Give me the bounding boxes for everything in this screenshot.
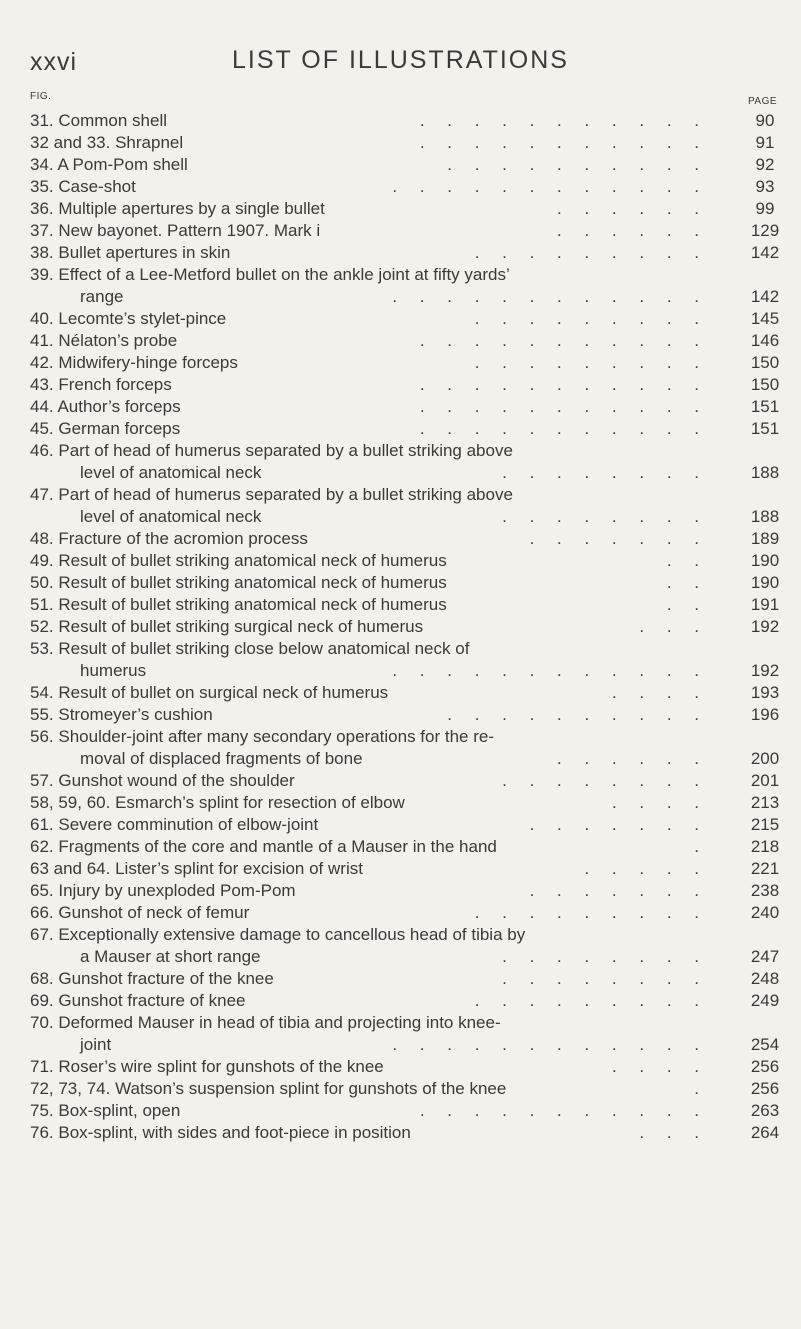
figure-number: 40.: [30, 309, 54, 328]
dot-leader: . . . . . . . . . .: [447, 155, 708, 174]
page-reference: 129: [750, 221, 780, 240]
page-reference: 151: [750, 397, 780, 416]
entry-line: [30, 440, 770, 462]
page-reference: 196: [750, 705, 780, 724]
entry-title: Shoulder-joint after many secondary operations for the re-: [58, 727, 494, 746]
list-item: [30, 814, 780, 836]
dot-leader: . . . .: [611, 683, 708, 702]
list-item: [30, 132, 775, 154]
entry-line: [30, 198, 775, 220]
figure-number: 72, 73, 74.: [30, 1079, 111, 1098]
entry-line: [30, 594, 780, 616]
dot-leader: . . . . . . . . .: [474, 353, 708, 372]
list-item: [30, 308, 780, 330]
page-reference: 91: [755, 133, 775, 152]
entry-title: Gunshot wound of the shoulder: [58, 771, 295, 790]
figure-number: 76.: [30, 1123, 54, 1142]
dot-leader: . . . . . . . . . . .: [419, 375, 708, 394]
figure-number: 54.: [30, 683, 54, 702]
figure-number: 67.: [30, 925, 54, 944]
entry-line: [30, 858, 780, 880]
page-reference: 213: [750, 793, 780, 812]
figure-number: 49.: [30, 551, 54, 570]
page-reference: 200: [750, 749, 780, 768]
dot-leader: . . . . . . . . . . . .: [392, 287, 708, 306]
entry-title: Effect of a Lee-Metford bullet on the ankle joint at fifty yards’: [58, 265, 510, 284]
dot-leader: . . . . . . . .: [502, 947, 708, 966]
figure-number: 69.: [30, 991, 54, 1010]
dot-leader: . . . . . . . .: [502, 969, 708, 988]
entry-title: French forceps: [58, 375, 172, 394]
figure-number: 61.: [30, 815, 54, 834]
list-item: [30, 352, 780, 374]
dot-leader: . . . . . . .: [529, 529, 708, 548]
page-reference: 256: [750, 1079, 780, 1098]
entry-line: [30, 154, 775, 176]
dot-leader: . . . . . . .: [529, 881, 708, 900]
dot-leader: . . . .: [611, 793, 708, 812]
figure-number: 31.: [30, 111, 54, 130]
figure-number: 39.: [30, 265, 54, 284]
entry-title: level of anatomical neck: [80, 507, 262, 526]
list-item: [30, 682, 780, 704]
entry-title: humerus: [80, 661, 147, 680]
figure-number: 44.: [30, 397, 54, 416]
page-reference: 142: [750, 287, 780, 306]
list-item: [30, 1122, 780, 1144]
entry-line: [30, 792, 780, 814]
entry-line: [30, 704, 780, 726]
list-item: [30, 792, 780, 814]
figure-number: 62.: [30, 837, 54, 856]
list-item: [30, 242, 780, 264]
list-item: [30, 924, 780, 968]
entry-line: [30, 132, 775, 154]
page-reference: 188: [750, 463, 780, 482]
entry-line: [30, 506, 780, 528]
entry-line: [30, 396, 780, 418]
entry-line: [30, 726, 770, 748]
entry-line: [30, 968, 780, 990]
figure-number: 37.: [30, 221, 54, 240]
entry-line: [30, 770, 780, 792]
page-reference: 142: [750, 243, 780, 262]
entry-title: Result of bullet striking anatomical neck of humerus: [58, 595, 447, 614]
entry-line: [30, 924, 770, 946]
list-item: [30, 836, 780, 858]
entry-line: [30, 616, 780, 638]
entry-line: [30, 638, 770, 660]
list-item: [30, 1056, 780, 1078]
figure-number: 57.: [30, 771, 54, 790]
page-reference: 99: [755, 199, 775, 218]
page-reference: 264: [750, 1123, 780, 1142]
dot-leader: . . . . . .: [557, 199, 708, 218]
list-item: [30, 1012, 780, 1056]
list-item: [30, 440, 780, 484]
entry-line: [30, 682, 780, 704]
entry-line: [30, 286, 780, 308]
figure-number: 36.: [30, 199, 54, 218]
dot-leader: . . . . . . . . . . . .: [392, 177, 708, 196]
dot-leader: . .: [666, 551, 708, 570]
dot-leader: . . . . . . . . . . .: [419, 419, 708, 438]
page-reference: 238: [750, 881, 780, 900]
dot-leader: . . . . . . .: [529, 815, 708, 834]
entry-line: [30, 330, 780, 352]
entry-title: New bayonet. Pattern 1907. Mark i: [58, 221, 321, 240]
page-reference: 248: [750, 969, 780, 988]
page-number: xxvi: [30, 48, 78, 76]
figure-number: 56.: [30, 727, 54, 746]
list-item: [30, 594, 780, 616]
entry-line: [30, 1034, 780, 1056]
dot-leader: . . . . .: [584, 859, 708, 878]
figure-number: 68.: [30, 969, 54, 988]
figure-number: 50.: [30, 573, 54, 592]
list-item: [30, 968, 780, 990]
list-item: [30, 1100, 780, 1122]
entry-line: [30, 1056, 780, 1078]
list-item: [30, 726, 780, 770]
list-item: [30, 572, 780, 594]
figure-number: 63 and 64.: [30, 859, 111, 878]
entry-title: Result of bullet striking surgical neck of humerus: [58, 617, 424, 636]
page-header: [30, 48, 771, 82]
dot-leader: . . . . . .: [557, 221, 708, 240]
entry-title: Roser’s wire splint for gunshots of the knee: [58, 1057, 384, 1076]
page-reference: 193: [750, 683, 780, 702]
figure-number: 42.: [30, 353, 54, 372]
entry-line: [30, 220, 780, 242]
figure-number: 71.: [30, 1057, 54, 1076]
list-item: [30, 528, 780, 550]
list-item: [30, 550, 780, 572]
entry-line: [30, 748, 780, 770]
page-reference: 146: [750, 331, 780, 350]
list-item: [30, 396, 780, 418]
entry-title: Midwifery-hinge forceps: [58, 353, 238, 372]
entry-title: Author’s forceps: [57, 397, 181, 416]
entry-title: Box-splint, open: [58, 1101, 181, 1120]
page-reference: 189: [750, 529, 780, 548]
figure-number: 53.: [30, 639, 54, 658]
dot-leader: . . . . . . . .: [502, 463, 708, 482]
dot-leader: . .: [666, 595, 708, 614]
entry-title: joint: [80, 1035, 112, 1054]
figure-number: 46.: [30, 441, 54, 460]
entry-title: Deformed Mauser in head of tibia and projecting into knee-: [58, 1013, 501, 1032]
entry-title: Lecomte’s stylet-pince: [58, 309, 227, 328]
page-reference: 240: [750, 903, 780, 922]
entry-line: [30, 1100, 780, 1122]
entry-line: [30, 1078, 780, 1100]
list-item: [30, 374, 780, 396]
entry-title: Severe comminution of elbow-joint: [58, 815, 319, 834]
entry-title: Gunshot of neck of femur: [58, 903, 250, 922]
entry-title: Exceptionally extensive damage to cancellous head of tibia by: [58, 925, 526, 944]
entry-title: Fragments of the core and mantle of a Mauser in the hand: [58, 837, 497, 856]
dot-leader: . . . .: [611, 1057, 708, 1076]
list-item: [30, 176, 775, 198]
page-reference: 218: [750, 837, 780, 856]
list-item: [30, 220, 780, 242]
dot-leader: . . . . . . . . . . .: [419, 111, 708, 130]
dot-leader: . . . . . .: [557, 749, 708, 768]
entry-title: Result of bullet on surgical neck of humerus: [58, 683, 389, 702]
figure-number: 32 and 33.: [30, 133, 111, 152]
dot-leader: . . .: [639, 1123, 708, 1142]
dot-leader: . . . . . . . . . . . .: [392, 661, 708, 680]
list-item: [30, 418, 780, 440]
entry-title: range: [80, 287, 124, 306]
entry-line: [30, 352, 780, 374]
dot-leader: . . . . . . . . . . .: [419, 133, 708, 152]
page-reference: 263: [750, 1101, 780, 1120]
page-column-heading: PAGE: [748, 96, 778, 107]
dot-leader: . .: [666, 573, 708, 592]
entry-line: [30, 572, 780, 594]
list-item: [30, 704, 780, 726]
figure-number: 70.: [30, 1013, 54, 1032]
page-reference: 145: [750, 309, 780, 328]
entry-title: Gunshot fracture of the knee: [58, 969, 274, 988]
entry-line: [30, 902, 780, 924]
entry-title: Stromeyer’s cushion: [58, 705, 213, 724]
entry-line: [30, 1012, 770, 1034]
dot-leader: . . . . . . . . . . .: [419, 1101, 708, 1120]
page-reference: 192: [750, 617, 780, 636]
page-reference: 192: [750, 661, 780, 680]
page-reference: 92: [755, 155, 775, 174]
page-reference: 256: [750, 1057, 780, 1076]
figure-number: 51.: [30, 595, 54, 614]
entry-title: Part of head of humerus separated by a bullet striking above: [58, 485, 513, 504]
dot-leader: . . . . . . . .: [502, 771, 708, 790]
page-reference: 93: [755, 177, 775, 196]
entry-title: Lister’s splint for excision of wrist: [115, 859, 363, 878]
page-reference: 247: [750, 947, 780, 966]
figure-number: 43.: [30, 375, 54, 394]
figure-number: 48.: [30, 529, 54, 548]
entry-title: Result of bullet striking anatomical neck of humerus: [58, 551, 447, 570]
page-reference: 201: [750, 771, 780, 790]
page-reference: 150: [750, 353, 780, 372]
list-item: [30, 858, 780, 880]
entry-line: [30, 814, 780, 836]
dot-leader: . . . . . . . . . .: [447, 705, 708, 724]
figure-number: 47.: [30, 485, 54, 504]
entry-title: Nélaton’s probe: [58, 331, 178, 350]
entry-title: Shrapnel: [115, 133, 184, 152]
entry-title: A Pom-Pom shell: [57, 155, 188, 174]
entry-title: German forceps: [58, 419, 181, 438]
entry-line: [30, 990, 780, 1012]
page-reference: 215: [750, 815, 780, 834]
list-item: [30, 330, 780, 352]
entry-title: Injury by unexploded Pom-Pom: [58, 881, 296, 900]
figure-number: 35.: [30, 177, 54, 196]
page-reference: 254: [750, 1035, 780, 1054]
list-item: [30, 110, 775, 132]
dot-leader: .: [694, 1079, 708, 1098]
page-title: LIST OF ILLUSTRATIONS: [232, 46, 569, 74]
entry-line: [30, 110, 775, 132]
list-item: [30, 990, 780, 1012]
dot-leader: . . . . . . . . .: [474, 903, 708, 922]
figure-number: 34.: [30, 155, 54, 174]
entry-title: Common shell: [58, 111, 168, 130]
entry-line: [30, 374, 780, 396]
entry-line: [30, 880, 780, 902]
page-reference: 221: [750, 859, 780, 878]
entry-title: Result of bullet striking close below anatomical neck of: [58, 639, 470, 658]
page-reference: 249: [750, 991, 780, 1010]
figure-number: 41.: [30, 331, 54, 350]
entry-line: [30, 1122, 780, 1144]
entry-line: [30, 242, 780, 264]
entry-title: Result of bullet striking anatomical neck of humerus: [58, 573, 447, 592]
entry-title: Bullet apertures in skin: [58, 243, 231, 262]
entry-title: Fracture of the acromion process: [58, 529, 308, 548]
dot-leader: . . .: [639, 617, 708, 636]
figure-number: 52.: [30, 617, 54, 636]
dot-leader: . . . . . . . . . . .: [419, 397, 708, 416]
entry-line: [30, 528, 780, 550]
dot-leader: . . . . . . . .: [502, 507, 708, 526]
illustrations-list: [30, 110, 780, 1144]
page-reference: 150: [750, 375, 780, 394]
page-reference: 190: [750, 573, 780, 592]
list-item: [30, 638, 780, 682]
entry-line: [30, 946, 780, 968]
list-item: [30, 264, 780, 308]
dot-leader: . . . . . . . . . . .: [419, 331, 708, 350]
entry-title: Multiple apertures by a single bullet: [58, 199, 325, 218]
figure-number: 55.: [30, 705, 54, 724]
entry-title: moval of displaced fragments of bone: [80, 749, 363, 768]
entry-title: Case-shot: [58, 177, 136, 196]
dot-leader: . . . . . . . . .: [474, 991, 708, 1010]
entry-line: [30, 418, 780, 440]
entry-line: [30, 550, 780, 572]
figure-number: 66.: [30, 903, 54, 922]
entry-line: [30, 462, 780, 484]
entry-title: Esmarch’s splint for resection of elbow: [115, 793, 405, 812]
figure-number: 75.: [30, 1101, 54, 1120]
dot-leader: . . . . . . . . . . . .: [392, 1035, 708, 1054]
entry-title: a Mauser at short range: [80, 947, 261, 966]
figure-number: 38.: [30, 243, 54, 262]
page-reference: 90: [755, 111, 775, 130]
figure-number: 58, 59, 60.: [30, 793, 111, 812]
list-item: [30, 154, 775, 176]
list-item: [30, 770, 780, 792]
figure-number: 45.: [30, 419, 54, 438]
list-item: [30, 484, 780, 528]
entry-line: [30, 660, 780, 682]
entry-line: [30, 836, 780, 858]
list-item: [30, 616, 780, 638]
entry-title: Part of head of humerus separated by a bullet striking above: [58, 441, 513, 460]
entry-line: [30, 176, 775, 198]
page-reference: 151: [750, 419, 780, 438]
list-item: [30, 880, 780, 902]
entry-title: Box-splint, with sides and foot-piece in position: [58, 1123, 411, 1142]
entry-title: level of anatomical neck: [80, 463, 262, 482]
entry-line: [30, 484, 770, 506]
list-item: [30, 198, 775, 220]
entry-title: Watson’s suspension splint for gunshots of the knee: [115, 1079, 507, 1098]
dot-leader: .: [694, 837, 708, 856]
dot-leader: . . . . . . . . .: [474, 309, 708, 328]
list-item: [30, 902, 780, 924]
entry-line: [30, 308, 780, 330]
page-reference: 190: [750, 551, 780, 570]
fig-column-heading: FIG.: [30, 91, 52, 102]
entry-title: Gunshot fracture of knee: [58, 991, 246, 1010]
page-reference: 188: [750, 507, 780, 526]
figure-number: 65.: [30, 881, 54, 900]
list-item: [30, 1078, 780, 1100]
page-reference: 191: [750, 595, 780, 614]
dot-leader: . . . . . . . . .: [474, 243, 708, 262]
entry-line: [30, 264, 770, 286]
